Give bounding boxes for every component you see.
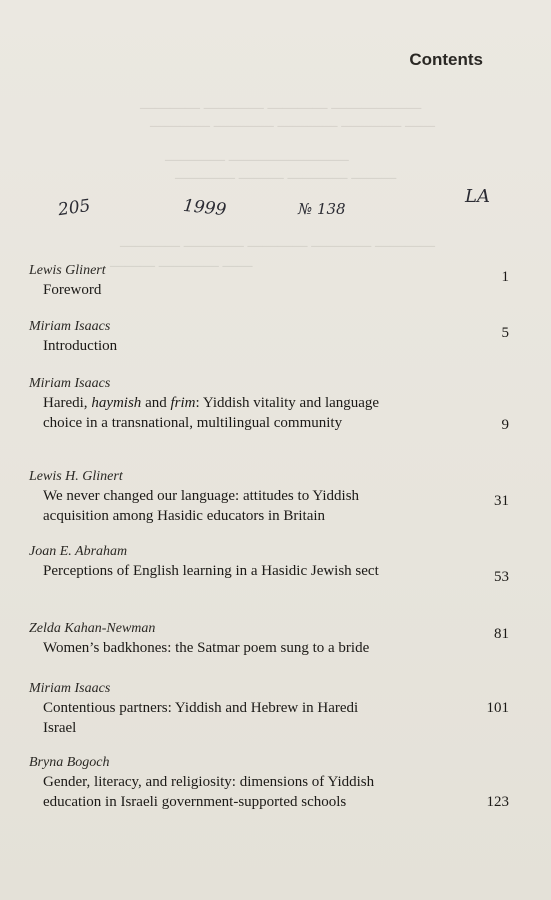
entry-author: Lewis H. Glinert [29, 469, 123, 484]
entry-author: Lewis Glinert [29, 263, 106, 278]
entry-page-number: 9 [501, 417, 509, 433]
entry-author: Miriam Isaacs [29, 319, 111, 334]
toc-entry[interactable] [29, 375, 509, 433]
entry-title: We never changed our language: attitudes to Yiddish acquisition among Hasidic educators in Britain [43, 488, 360, 524]
entry-title: Gender, literacy, and religiosity: dimensions of Yiddish education in Israeli government-supported schools [43, 774, 375, 810]
entry-page-number: 81 [494, 626, 509, 642]
toc-entry[interactable] [29, 680, 509, 738]
book-page: ———— ———— ———— —————— ———— ———— ———— ———— —— ———— ———————— ———— ——— ———— ——— ———— ———— ———— ———— ———— ——— ———— —— Contents 205 1999 № 138 LA Lewis Glinert Foreword 1 Miriam Isaacs Introduction 5 Miriam Isaacs Haredi, haymish and frim: Yiddish vitality and language choice in a transnational, multilingual community 9 Lewis H. Glinert We never changed our language: attitudes to Yiddish acquisition among Hasidic educators in Britain 31 Joan E. Abraham Perceptions of English learning in a Hasidic Jewish sect 53 Zelda Kahan-Newman Women’s badkhones: the Satmar poem sung to a bride 81 Miriam Isaacs Contentious partners: Yiddish and Hebrew in Haredi Israel 101 Bryna Bogoch Gender, literacy, and religiosity: dimensions of Yiddish education in Israeli government-supported schools 123 [0, 0, 551, 900]
entry-page-number: 31 [494, 493, 509, 509]
entry-page-number: 5 [501, 325, 509, 341]
toc-entry[interactable] [29, 262, 509, 300]
handwritten-note: 205 [56, 195, 92, 221]
entry-page-number: 123 [486, 794, 509, 810]
entry-page-number: 53 [494, 569, 509, 585]
toc-entry[interactable] [29, 754, 509, 812]
entry-author: Bryna Bogoch [29, 755, 110, 770]
toc-entry[interactable] [29, 620, 509, 658]
handwritten-note: LA [465, 186, 490, 207]
entry-title: Perceptions of English learning in a Hasidic Jewish sect [43, 563, 379, 579]
entry-title: Haredi, haymish and frim: Yiddish vitality and language choice in a transnational, multilingual community [43, 395, 380, 431]
entry-author: Miriam Isaacs [29, 376, 111, 391]
entry-author: Zelda Kahan-Newman [29, 621, 156, 636]
handwritten-note: № 138 [298, 200, 346, 218]
page-heading: Contents [409, 50, 483, 69]
entry-author: Joan E. Abraham [29, 544, 128, 559]
toc-entry[interactable] [29, 543, 509, 585]
entry-page-number: 101 [486, 700, 509, 716]
handwritten-note: 1999 [182, 195, 228, 221]
entry-title: Women’s badkhones: the Satmar poem sung to a bride [43, 640, 370, 656]
entry-author: Miriam Isaacs [29, 681, 111, 696]
toc-entry[interactable] [29, 468, 509, 526]
entry-page-number: 1 [501, 269, 509, 285]
toc-entry[interactable] [29, 318, 509, 356]
entry-title: Foreword [43, 282, 102, 298]
entry-title: Contentious partners: Yiddish and Hebrew in Haredi Israel [43, 700, 359, 736]
entry-title: Introduction [43, 338, 118, 354]
